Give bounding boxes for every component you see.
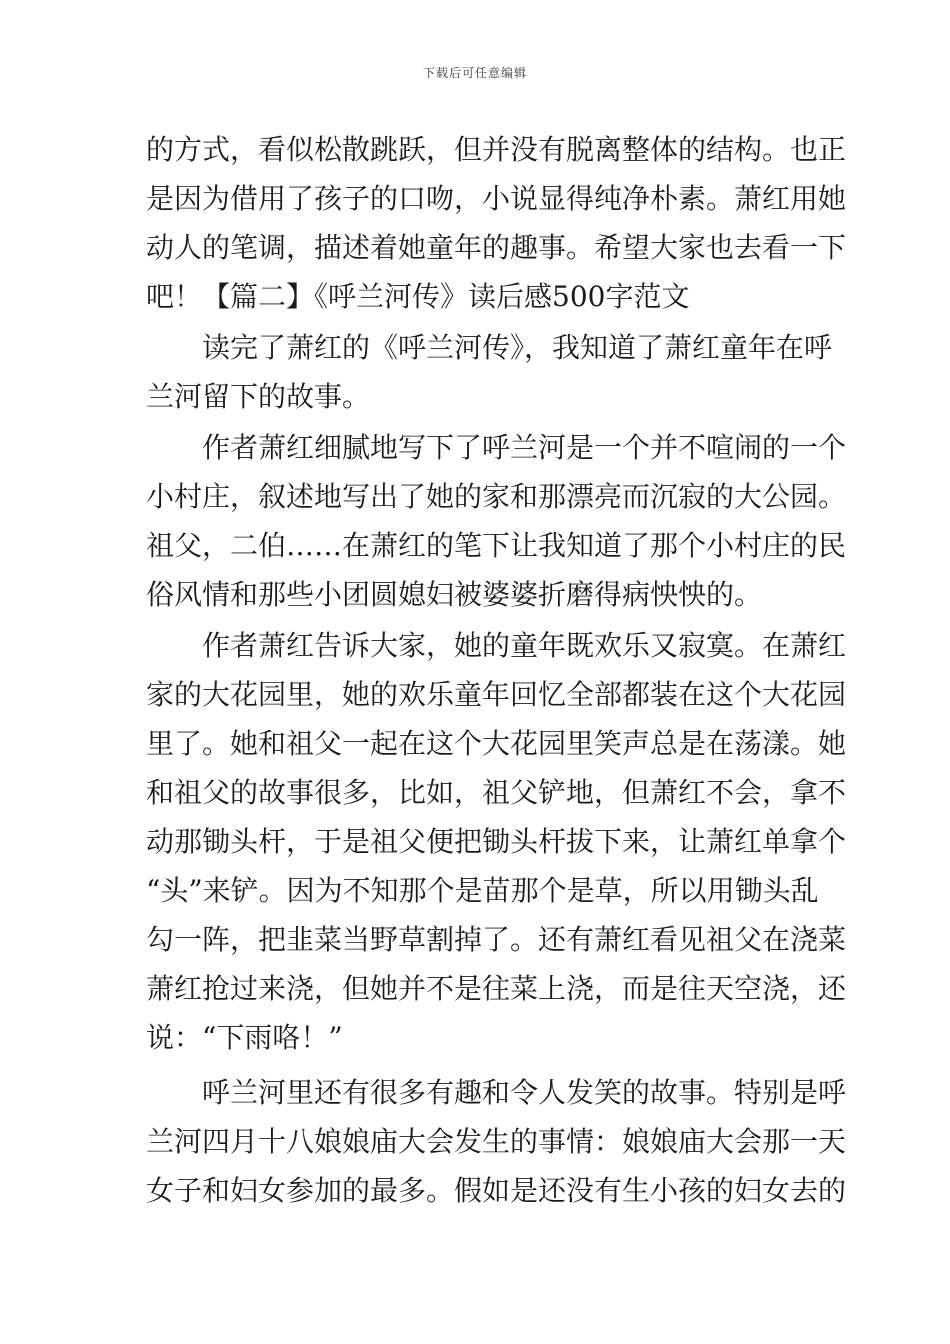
paragraph-first-line: 呼兰河里还有很多有趣和令人发笑的故事。特别是呼 xyxy=(202,1076,847,1109)
text-line: 和祖父的故事很多，比如，祖父铲地，但萧红不会，拿不 xyxy=(146,776,847,809)
paragraph-first-line: 作者萧红细腻地写下了呼兰河是一个并不喧闹的一个 xyxy=(202,431,847,464)
text-line: 是因为借用了孩子的口吻，小说显得纯净朴素。萧红用她 xyxy=(146,182,847,215)
text-line: 家的大花园里，她的欢乐童年回忆全部都装在这个大花园 xyxy=(146,678,847,711)
page-header: 下载后可任意编辑 xyxy=(422,66,527,80)
text-line: 兰河四月十八娘娘庙大会发生的事情：娘娘庙大会那一天 xyxy=(146,1125,847,1158)
text-line: 吧！【篇二】《呼兰河传》读后感500字范文 xyxy=(146,280,690,313)
text-line: 的方式，看似松散跳跃，但并没有脱离整体的结构。也正 xyxy=(146,133,847,166)
text-line: 勾一阵，把韭菜当野草割掉了。还有萧红看见祖父在浇菜 xyxy=(146,923,847,956)
text-line: 动人的笔调，描述着她童年的趣事。希望大家也去看一下 xyxy=(146,231,847,264)
text-line: “头”来铲。因为不知那个是苗那个是草，所以用锄头乱 xyxy=(146,874,819,907)
text-line: 动那锄头杆，于是祖父便把锄头杆拔下来，让萧红单拿个 xyxy=(146,825,847,858)
paragraph-first-line: 作者萧红告诉大家，她的童年既欢乐又寂寞。在萧红 xyxy=(202,629,847,662)
text-line: 小村庄，叙述地写出了她的家和那漂亮而沉寂的大公园。 xyxy=(146,480,847,513)
text-line: 女子和妇女参加的最多。假如是还没有生小孩的妇女去的 xyxy=(146,1174,847,1207)
text-line: 祖父，二伯……在萧红的笔下让我知道了那个小村庄的民 xyxy=(146,529,847,562)
text-line: 说：“下雨咯！” xyxy=(146,1021,343,1054)
text-line: 萧红抢过来浇，但她并不是往菜上浇，而是往天空浇，还 xyxy=(146,972,847,1005)
text-line: 里了。她和祖父一起在这个大花园里笑声总是在荡漾。她 xyxy=(146,727,847,760)
paragraph-first-line: 读完了萧红的《呼兰河传》，我知道了萧红童年在呼 xyxy=(202,331,833,364)
text-line: 兰河留下的故事。 xyxy=(146,380,371,413)
text-line: 俗风情和那些小团圆媳妇被婆婆折磨得病怏怏的。 xyxy=(146,578,763,611)
